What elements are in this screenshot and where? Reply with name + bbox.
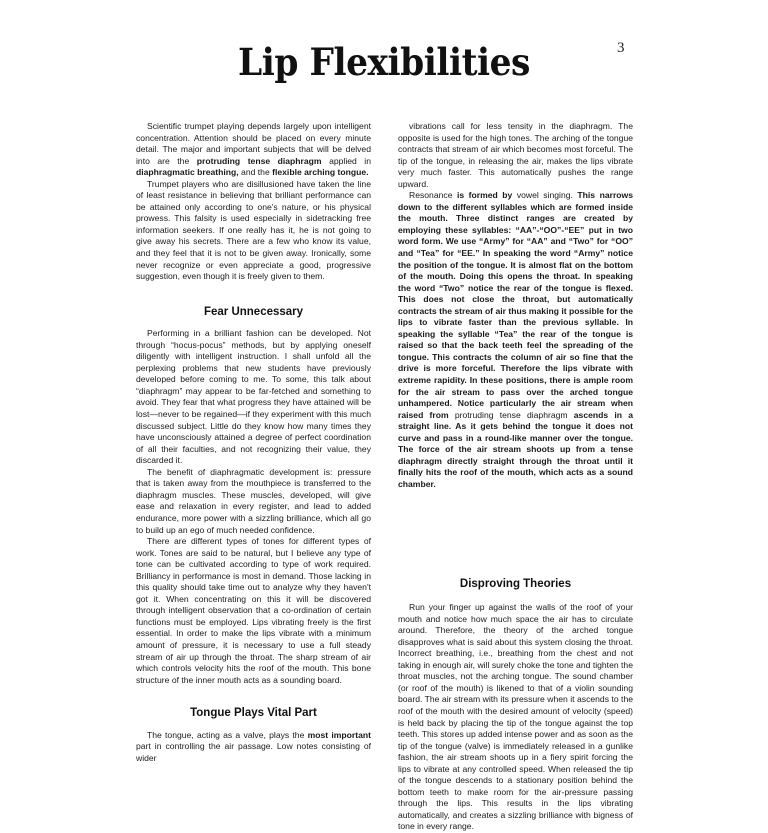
text-run: Performing in a brilliant fashion can be developed. Not through “hocus-pocus” methods, but by applying oneself diligently with intelligent instruction. I shall unfold all the perplexing problems that new students have previously developed before coming to me. To some, this talk about “diaphragm” may appear to be far-fetched and something to avoid. They fear that what progress they have attained will be lost—never to be regained—if they experiment with this much discussed subject. Little do they know how many times they have unconsciously attained a degree of perfect coordination of all their faculties, and not recognizing their value, they discarded it. [136,328,371,466]
text-run: Resonance [409,190,453,201]
text-run: vibrations call for less tensity in the diaphragm. The opposite is used for the high tones. The arching of the tongue contracts that stream of air which becomes most forceful. The tip of the tongue, in releasing the air, makes the lips vibrate very much faster. This automatically pushes the range upward. [398,121,633,189]
left-column [136,121,371,764]
paragraph [398,602,633,833]
paragraph [136,536,371,686]
text-run: vowel singing. [516,190,573,201]
text-run: The benefit of diaphragmatic development is: pressure that is taken away from the mouthpiece is transferred to the diaphragm muscles. These muscles, developed, will give ease and relaxation in every register, and lead to added endurance, more power with a sizzling brilliance, which all go to build up an ego of much needed confidence. [136,466,371,535]
text-run: Scientific trumpet playing depends largely upon intelligent concentration. Attention should be placed on every minute detail. The major and important subjects that will be delved into are the [136,121,371,166]
text-run: part in controlling the air passage. Low notes consisting of wider [136,741,371,763]
paragraph [398,190,633,490]
text-run: protruding tense diaphragm [454,409,568,420]
text-run: Run your finger up against the walls of the roof of your mouth and notice how much space the air has to circulate around. Therefore, the theory of the arched tongue disapproves what is said about this system closing the throat. Incorrect breathing, i.e., breathing from the chest and not taking in enough air, will surely choke the tone and tighten the throat muscles, not the arching tongue. The sound chamber (or roof of the mouth) is likened to that of a violin sounding board. The air stream with its pressure when it ascends to the roof of the mouth with the desired amount of velocity (speed) is held back by placing the tip of the tongue against the top teeth. This stores up added intense power and as soon as the tip of the tongue (valve) is immediately released in a gunlike fashion, the air stream shoots up in a fiery spirit forcing the lips to vibrate at any controlled speed. When released the tip of the tongue descends to a stationary position behind the bottom teeth to make room for the air-pressure passing through the lips. This results in the lips vibrating automatically, and creates a sizzling brilliance with bigness of tone in every range. [398,602,633,832]
paragraph [136,467,371,536]
paragraph [136,179,371,283]
bold-phrase: most important [307,729,372,740]
page-title: Lip Flexibilities [238,40,530,84]
fear-section [136,328,371,686]
paragraph [136,121,371,179]
intro-section [136,121,371,283]
text-run: and the [238,167,273,178]
tongue-section [136,730,371,765]
bold-phrase: diaphragmatic breathing, [136,167,239,178]
section-heading-fear-unnecessary: Fear Unnecessary [203,305,304,318]
paragraph [398,121,633,190]
bold-phrase: protruding tense diaphragm [196,155,322,166]
text-run: applied in [321,155,371,166]
section-heading-disproving-theories: Disproving Theories [459,577,572,590]
section-heading-tongue-plays-vital-part: Tongue Plays Vital Part [190,707,317,720]
bold-phrase: This narrows down to the different syllables which are formed inside the mouth. Three distinct ranges are created by employing these syllables: “AA”-“OO”-“EE” put in two word form. We use “Army” for “AA” and “Two” for “OO” and “Tea” for “EE.” In speaking the word “Army” notice the position of the tongue. It is almost flat on the bottom of the mouth. Doing this opens the throat. In speaking the word “Two” notice the rear of the tongue is flexed. This does not close the throat, but automatically contracts the stream of air thus making it possible for the lips to vibrate faster than the previous syllable. In speaking the syllable “Tea” the rear of the tongue is raised so that the back teeth feel the spreading of the tongue. This contracts the column of air so fine that the drive is more forceful. Therefore the lips vibrate with extreme rapidity. In these positions, there is ample room for the air stream to pass over the arched tongue unhampered. Notice particularly the air stream when raised from [398,190,634,420]
page-number: 3 [617,40,625,56]
disprove-section [398,602,633,833]
bold-phrase: is formed by [452,190,517,201]
bold-phrase: flexible arching tongue. [272,167,369,178]
text-run: The tongue, acting as a valve, plays the [147,729,308,740]
bold-phrase: ascends in a straight line. As it gets behind the tongue it does not curve and pass in a round-like manner over the tongue. The force of the air stream shoots up from a tense diaphragm directly straight through the throat until it finally hits the roof of the mouth, which acts as a sound chamber. [398,409,633,489]
continued-section [398,121,633,491]
text-run: There are different types of tones for different types of work. Tones are said to be natural, but I believe any type of tone can be cultivated according to type of work required. Brilliancy in performance is most in demand. Those lacking in this quality should take time out to analyze why they haven't got it. When concentrating on this it will be discovered through intelligent observation that a co-ordination of certain functions must be employed. Lips vibrating freely is the first essential. In order to make the lips vibrate with a minimum amount of pressure, it is necessary to use a full steady stream of air up through the throat. The sharp stream of air which controls velocity hits the roof of the mouth. This bone structure of the inner mouth acts as a sounding board. [136,536,371,685]
paragraph [136,730,371,765]
right-column [398,121,633,833]
paragraph [136,328,371,467]
text-run: Trumpet players who are disillusioned have taken the line of least resistance in believing that brilliant performance can be attained only according to one's nature, or his physical prowess. This falsity is used especially in sidetracking free information seekers. If one really has it, he is not going to give away his secrets. There are a few who know its value, and they feel that it is not to be given away. Ironically, some never recognize or even appreciate a good, progressive suggestion, even though it is freely given to them. [136,178,371,282]
